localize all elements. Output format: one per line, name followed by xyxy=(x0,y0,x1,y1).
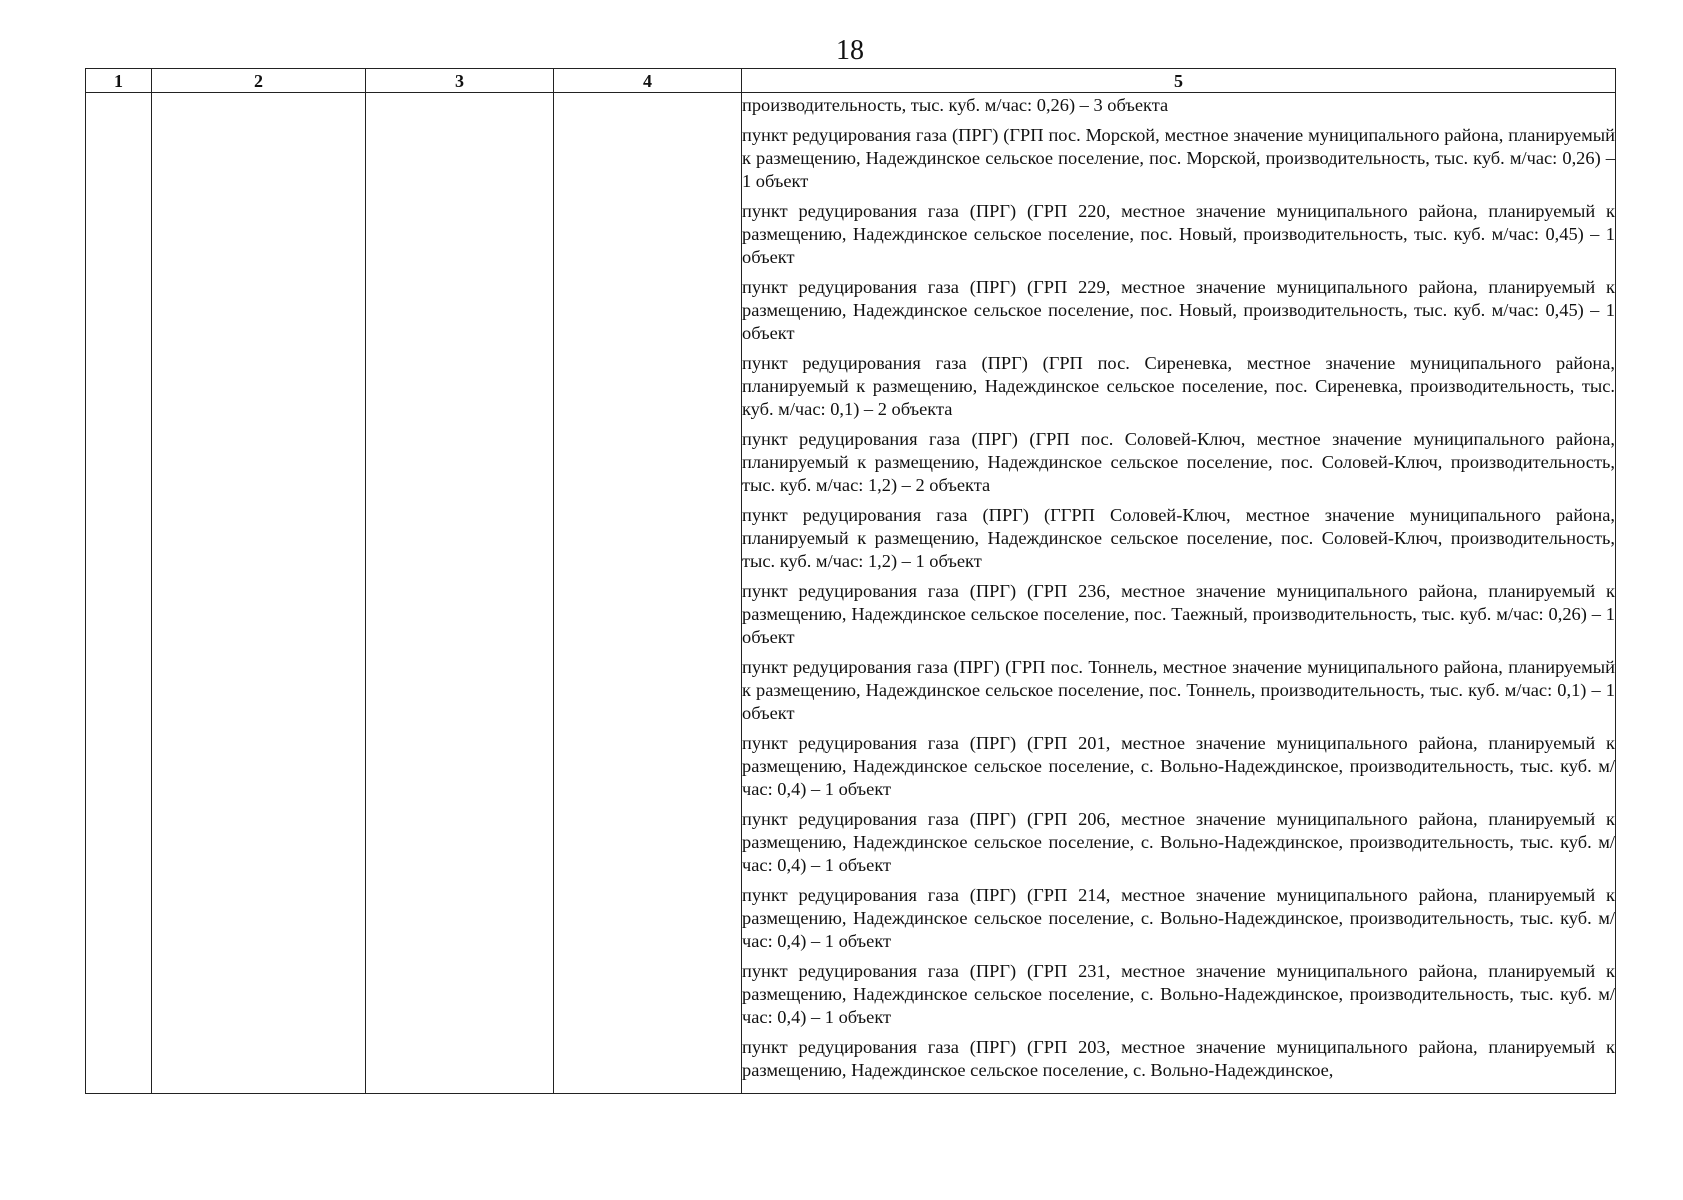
table-entry: пункт редуцирования газа (ПРГ) (ГРП 203, местное значение муниципального района, планируемый к размещению, Надеждинское сельское поселение, с. Вольно-Надеждинское, xyxy=(742,1037,1615,1080)
table-entry: производительность, тыс. куб. м/час: 0,26) – 3 объекта xyxy=(742,95,1169,115)
column-header-5: 5 xyxy=(742,69,1616,93)
table-entry: пункт редуцирования газа (ПРГ) (ГГРП Соловей-Ключ, местное значение муниципального района, планируемый к размещению, Надеждинское сельское поселение, пос. Соловей-Ключ, производительность, тыс. куб. м/час: 1,2) – 1 объект xyxy=(742,505,1615,571)
column-header-3: 3 xyxy=(366,69,554,93)
table-entry: пункт редуцирования газа (ПРГ) (ГРП 214, местное значение муниципального района, планируемый к размещению, Надеждинское сельское поселение, с. Вольно-Надеждинское, производительность, тыс. куб. м/час: 0,4) – 1 объект xyxy=(742,885,1615,951)
table-entry: пункт редуцирования газа (ПРГ) (ГРП пос. Сиреневка, местное значение муниципального района, планируемый к размещению, Надеждинское сельское поселение, пос. Сиреневка, производительность, тыс. куб. м/час: 0,1) – 2 объекта xyxy=(742,353,1615,419)
page-number: 18 xyxy=(836,35,864,66)
table-entry: пункт редуцирования газа (ПРГ) (ГРП 229, местное значение муниципального района, планируемый к размещению, Надеждинское сельское поселение, пос. Новый, производительность, тыс. куб. м/час: 0,45) – 1 объект xyxy=(742,277,1615,343)
table-header-row xyxy=(86,69,1616,93)
table-entry: пункт редуцирования газа (ПРГ) (ГРП пос. Соловей-Ключ, местное значение муниципального района, планируемый к размещению, Надеждинское сельское поселение, пос. Соловей-Ключ, производительность, тыс. куб. м/час: 1,2) – 2 объекта xyxy=(742,429,1615,495)
table-entry: пункт редуцирования газа (ПРГ) (ГРП 206, местное значение муниципального района, планируемый к размещению, Надеждинское сельское поселение, с. Вольно-Надеждинское, производительность, тыс. куб. м/час: 0,4) – 1 объект xyxy=(742,809,1615,875)
column-header-2: 2 xyxy=(152,69,366,93)
table-entry: пункт редуцирования газа (ПРГ) (ГРП 220, местное значение муниципального района, планируемый к размещению, Надеждинское сельское поселение, пос. Новый, производительность, тыс. куб. м/час: 0,45) – 1 объект xyxy=(742,201,1615,267)
table-cell-col5 xyxy=(742,93,1616,1094)
table-cell-col3 xyxy=(366,93,554,1094)
table-cell-col4 xyxy=(554,93,742,1094)
table-entry: пункт редуцирования газа (ПРГ) (ГРП 231, местное значение муниципального района, планируемый к размещению, Надеждинское сельское поселение, с. Вольно-Надеждинское, производительность, тыс. куб. м/час: 0,4) – 1 объект xyxy=(742,961,1615,1027)
table-entry: пункт редуцирования газа (ПРГ) (ГРП 201, местное значение муниципального района, планируемый к размещению, Надеждинское сельское поселение, с. Вольно-Надеждинское, производительность, тыс. куб. м/час: 0,4) – 1 объект xyxy=(742,733,1615,799)
document-table xyxy=(85,68,1616,1094)
column-header-1: 1 xyxy=(86,69,152,93)
table-cell-col1 xyxy=(86,93,152,1094)
table-entry: пункт редуцирования газа (ПРГ) (ГРП пос. Морской, местное значение муниципального района, планируемый к размещению, Надеждинское сельское поселение, пос. Морской, производительность, тыс. куб. м/час: 0,26) – 1 объект xyxy=(742,125,1615,191)
table-entry: пункт редуцирования газа (ПРГ) (ГРП пос. Тоннель, местное значение муниципального района, планируемый к размещению, Надеждинское сельское поселение, пос. Тоннель, производительность, тыс. куб. м/час: 0,1) – 1 объект xyxy=(742,657,1615,723)
table-entry: пункт редуцирования газа (ПРГ) (ГРП 236, местное значение муниципального района, планируемый к размещению, Надеждинское сельское поселение, пос. Таежный, производительность, тыс. куб. м/час: 0,26) – 1 объект xyxy=(742,581,1615,647)
table-row xyxy=(86,93,1616,1094)
table-cell-col2 xyxy=(152,93,366,1094)
column-header-4: 4 xyxy=(554,69,742,93)
